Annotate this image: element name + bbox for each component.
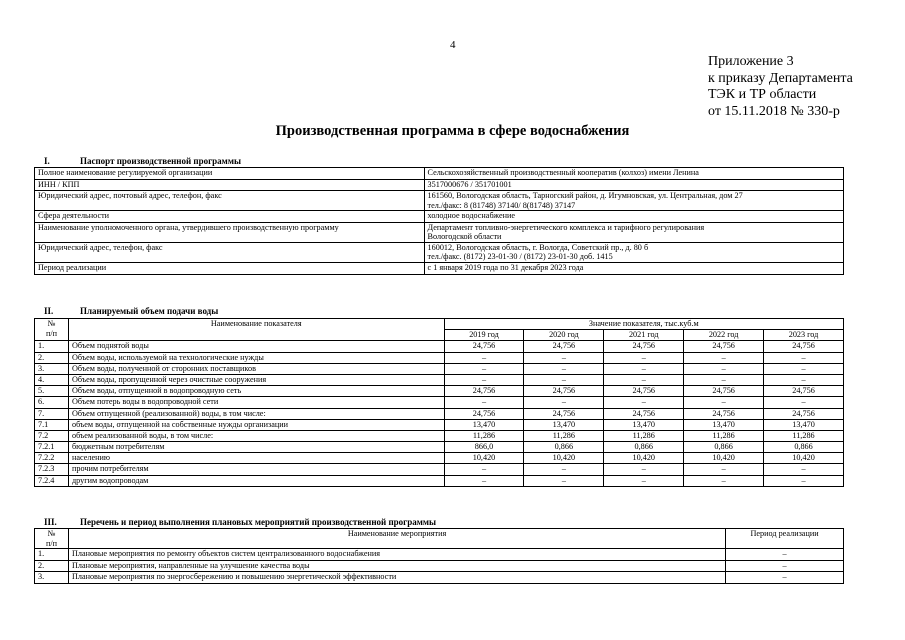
row-value: – <box>524 352 604 363</box>
row-value: – <box>764 475 844 486</box>
row-value: 13,470 <box>764 419 844 430</box>
row-number: 1. <box>35 341 69 352</box>
passport-row <box>35 242 844 262</box>
table-row <box>35 363 844 374</box>
row-name: Объем воды, отпущенной в водопроводную сеть <box>68 386 444 397</box>
table-row <box>35 341 844 352</box>
row-value: 24,756 <box>524 386 604 397</box>
row-name: другим водопроводам <box>68 475 444 486</box>
row-value: 13,470 <box>524 419 604 430</box>
row-value: 10,420 <box>444 453 524 464</box>
passport-row <box>35 222 844 242</box>
row-name: Плановые мероприятия по энергосбережению и повышению энергетической эффективности <box>68 572 725 584</box>
row-value: – <box>524 374 604 385</box>
table-row <box>35 374 844 385</box>
row-value: – <box>604 475 684 486</box>
section3-heading <box>44 517 436 527</box>
row-value: 24,756 <box>604 386 684 397</box>
row-value: 10,420 <box>764 453 844 464</box>
row-number: 7.2.1 <box>35 442 69 453</box>
passport-value <box>424 242 843 262</box>
appendix-line: от 15.11.2018 № 330-р <box>708 103 840 119</box>
row-value: 11,286 <box>684 430 764 441</box>
row-number: 3. <box>35 572 69 584</box>
section3-number: III. <box>44 517 57 527</box>
row-value: – <box>684 475 764 486</box>
row-name: прочим потребителям <box>68 464 444 475</box>
water-supply-table <box>34 318 844 487</box>
table-row <box>35 442 844 453</box>
section1-title: Паспорт производственной программы <box>80 156 241 166</box>
year-header: 2022 год <box>684 330 764 341</box>
passport-value <box>424 179 843 191</box>
row-value: 13,470 <box>444 419 524 430</box>
passport-value <box>424 211 843 223</box>
row-number: 7.2.3 <box>35 464 69 475</box>
passport-row <box>35 179 844 191</box>
year-header: 2023 год <box>764 330 844 341</box>
passport-value-line: 161560, Вологодская область, Тарногский район, д. Игумновская, ул. Центральная, дом 27 <box>427 191 743 200</box>
row-period: – <box>726 572 844 584</box>
row-name: Объем воды, пропущенной через очистные сооружения <box>68 374 444 385</box>
section2-number: II. <box>44 306 54 316</box>
row-name: Объем отпущенной (реализованной) воды, в том числе: <box>68 408 444 419</box>
table-row <box>35 572 844 584</box>
row-value: 11,286 <box>604 430 684 441</box>
document-title: Производственная программа в сфере водоснабжения <box>275 123 630 139</box>
passport-value-line: Сельскохозяйственный производственный кооператив (колхоз) имени Ленина <box>427 168 699 177</box>
row-number: 7.2 <box>35 430 69 441</box>
section2-title: Планируемый объем подачи воды <box>80 306 219 316</box>
row-value: – <box>444 352 524 363</box>
measures-table <box>34 528 844 584</box>
row-number: 7. <box>35 408 69 419</box>
passport-value-line: тел./факс: 8 (81748) 37140/ 8(81748) 37147 <box>427 200 576 210</box>
row-number: 7.1 <box>35 419 69 430</box>
passport-label: Период реализации <box>35 263 425 275</box>
table-row <box>35 352 844 363</box>
row-value: – <box>764 363 844 374</box>
row-value: – <box>524 475 604 486</box>
passport-row <box>35 191 844 211</box>
water-supply-table-body <box>35 341 844 486</box>
passport-value-line: холодное водоснабжение <box>427 211 515 221</box>
table-row <box>35 560 844 572</box>
row-value: 10,420 <box>684 453 764 464</box>
row-value: – <box>524 464 604 475</box>
row-number: 7.2.4 <box>35 475 69 486</box>
row-value: 24,756 <box>444 408 524 419</box>
col-num-header <box>35 529 69 549</box>
table-row <box>35 408 844 419</box>
passport-value <box>424 168 843 180</box>
col-num-label: № <box>47 529 56 538</box>
row-value: – <box>684 352 764 363</box>
row-value: – <box>684 464 764 475</box>
passport-label: Юридический адрес, телефон, факс <box>35 242 425 262</box>
row-value: 24,756 <box>764 408 844 419</box>
row-value: – <box>604 397 684 408</box>
col-period-header: Период реализации <box>726 529 844 549</box>
row-name: Объем поднятой воды <box>68 341 444 352</box>
passport-value <box>424 263 843 275</box>
table-row <box>35 453 844 464</box>
row-value: 0,866 <box>604 442 684 453</box>
section3-title: Перечень и период выполнения плановых мероприятий производственной программы <box>80 517 437 527</box>
row-value: 10,420 <box>524 453 604 464</box>
row-value: 24,756 <box>444 386 524 397</box>
passport-row <box>35 263 844 275</box>
row-period: – <box>726 549 844 561</box>
row-number: 2. <box>35 560 69 572</box>
row-value: 0,866 <box>524 442 604 453</box>
col-num-label2: п/п <box>45 538 57 548</box>
table-row <box>35 430 844 441</box>
passport-table-body <box>35 168 844 275</box>
measures-table-body <box>35 549 844 584</box>
row-value: – <box>604 464 684 475</box>
row-name: объем воды, отпущенной на собственные нужды организации <box>68 419 444 430</box>
passport-label: ИНН / КПП <box>35 179 425 191</box>
row-value: – <box>444 374 524 385</box>
section1-number: I. <box>44 156 50 166</box>
row-value: 24,756 <box>684 386 764 397</box>
row-value: – <box>684 397 764 408</box>
row-value: 866,0 <box>444 442 524 453</box>
year-header: 2021 год <box>604 330 684 341</box>
year-header: 2020 год <box>524 330 604 341</box>
row-value: 11,286 <box>444 430 524 441</box>
row-value: – <box>764 352 844 363</box>
row-number: 7.2.2 <box>35 453 69 464</box>
row-name: населению <box>68 453 444 464</box>
row-value: 0,866 <box>764 442 844 453</box>
passport-value-line: тел./факс. (8172) 23-01-30 / (8172) 23-01-30 доб. 1415 <box>427 252 613 262</box>
passport-value-line: 3517000676 / 351701001 <box>427 179 512 189</box>
row-number: 5. <box>35 386 69 397</box>
section1-heading <box>44 156 241 166</box>
row-value: 24,756 <box>444 341 524 352</box>
row-name: Объем потерь воды в водопроводной сети <box>68 397 444 408</box>
passport-value-line: с 1 января 2019 года по 31 декабря 2023 года <box>427 263 584 273</box>
row-value: 24,756 <box>524 408 604 419</box>
row-value: – <box>604 363 684 374</box>
passport-value <box>424 191 843 211</box>
row-value: 24,756 <box>604 341 684 352</box>
appendix-line: к приказу Департамента <box>708 70 853 86</box>
row-value: – <box>604 374 684 385</box>
row-name: Объем воды, полученной от сторонних поставщиков <box>68 363 444 374</box>
row-value: – <box>764 397 844 408</box>
table-row <box>35 464 844 475</box>
row-number: 3. <box>35 363 69 374</box>
row-value: – <box>444 464 524 475</box>
col-measure-header: Наименование мероприятия <box>68 529 725 549</box>
row-name: Плановые мероприятия по ремонту объектов систем централизованного водоснабжения <box>68 549 725 561</box>
col-num-label2: п/п <box>45 328 57 338</box>
section2-heading <box>44 306 218 316</box>
row-number: 2. <box>35 352 69 363</box>
row-value: – <box>684 363 764 374</box>
row-value: 24,756 <box>684 408 764 419</box>
row-value: – <box>444 363 524 374</box>
appendix-block <box>708 54 853 120</box>
passport-label: Сфера деятельности <box>35 211 425 223</box>
row-value: 24,756 <box>764 386 844 397</box>
passport-label: Наименование уполномоченного органа, утвердившего производственную программу <box>35 222 425 242</box>
row-value: – <box>764 464 844 475</box>
row-value: – <box>764 374 844 385</box>
row-value: – <box>524 363 604 374</box>
row-value: – <box>444 397 524 408</box>
row-value: 24,756 <box>764 341 844 352</box>
passport-row <box>35 168 844 180</box>
year-header: 2019 год <box>444 330 524 341</box>
row-name: бюджетным потребителям <box>68 442 444 453</box>
row-value: 24,756 <box>684 341 764 352</box>
row-name: объем реализованной воды, в том числе: <box>68 430 444 441</box>
table-row <box>35 397 844 408</box>
row-value: 13,470 <box>684 419 764 430</box>
col-value-header: Значение показателя, тыс.куб.м <box>444 319 843 330</box>
row-value: 11,286 <box>524 430 604 441</box>
table-row <box>35 549 844 561</box>
row-value: – <box>444 475 524 486</box>
col-name-header: Наименование показателя <box>68 319 444 341</box>
passport-label: Полное наименование регулируемой организации <box>35 168 425 180</box>
row-value: – <box>524 397 604 408</box>
passport-table <box>34 167 844 275</box>
row-number: 1. <box>35 549 69 561</box>
table-row <box>35 419 844 430</box>
row-value: 0,866 <box>684 442 764 453</box>
page-number: 4 <box>450 39 456 51</box>
row-value: 11,286 <box>764 430 844 441</box>
row-period: – <box>726 560 844 572</box>
row-value: 24,756 <box>604 408 684 419</box>
row-value: 13,470 <box>604 419 684 430</box>
row-number: 6. <box>35 397 69 408</box>
appendix-line: ТЭК и ТР области <box>708 87 817 102</box>
passport-value-line: Вологодской области <box>427 232 502 242</box>
table-row <box>35 475 844 486</box>
col-num-header <box>35 319 69 341</box>
row-value: 24,756 <box>524 341 604 352</box>
row-value: 10,420 <box>604 453 684 464</box>
passport-label: Юридический адрес, почтовый адрес, телефон, факс <box>35 191 425 211</box>
row-name: Объем воды, используемой на технологические нужды <box>68 352 444 363</box>
passport-value <box>424 222 843 242</box>
row-value: – <box>604 352 684 363</box>
row-name: Плановые мероприятия, направленные на улучшение качества воды <box>68 560 725 572</box>
passport-row <box>35 211 844 223</box>
table-row <box>35 386 844 397</box>
col-num-label: № <box>47 319 56 328</box>
row-number: 4. <box>35 374 69 385</box>
row-value: – <box>684 374 764 385</box>
passport-value-line: 160012, Вологодская область, г. Вологда, Советский пр., д. 80 б <box>427 242 649 252</box>
appendix-line: Приложение 3 <box>708 54 794 69</box>
passport-value-line: Департамент топливно-энергетического комплекса и тарифного регулирования <box>427 222 705 232</box>
